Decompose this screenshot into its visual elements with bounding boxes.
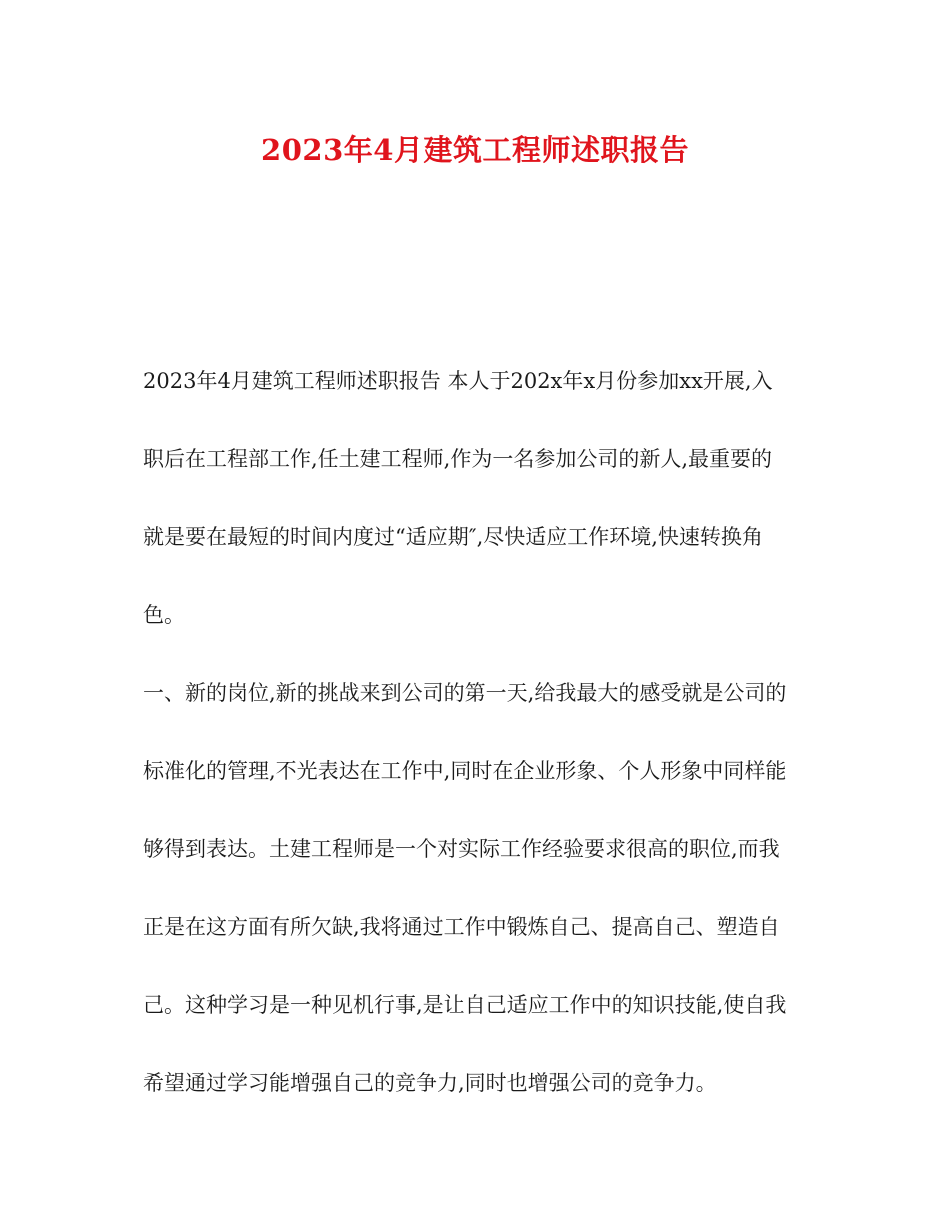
document-title: 2023年4月建筑工程师述职报告 xyxy=(261,133,689,167)
text-line: 一、新的岗位,新的挑战来到公司的第一天,给我最大的感受就是公司的 xyxy=(143,681,787,705)
text-line: 2023年4月建筑工程师述职报告 本人于202x年x月份参加xx开展,入 xyxy=(143,369,773,393)
text-line: 够得到表达。土建工程师是一个对实际工作经验要求很高的职位,而我 xyxy=(143,837,780,861)
document-body xyxy=(143,362,815,1142)
text-line: 就是要在最短的时间内度过“适应期″,尽快适应工作环境,快速转换角 xyxy=(143,525,763,549)
text-line: 职后在工程部工作,任土建工程师,作为一名参加公司的新人,最重要的 xyxy=(143,447,773,471)
paragraph-section-one xyxy=(143,674,815,1142)
text-line: 希望通过学习能增强自己的竞争力,同时也增强公司的竞争力。 xyxy=(143,1071,717,1095)
paragraph-intro xyxy=(143,362,815,674)
text-line: 正是在这方面有所欠缺,我将通过工作中锻炼自己、提高自己、塑造自 xyxy=(143,915,780,939)
text-line: 己。这种学习是一种见机行事,是让自己适应工作中的知识技能,使自我 xyxy=(143,993,787,1017)
text-line: 色。 xyxy=(143,603,185,627)
text-line: 标准化的管理,不光表达在工作中,同时在企业形象、个人形象中同样能 xyxy=(143,759,787,783)
